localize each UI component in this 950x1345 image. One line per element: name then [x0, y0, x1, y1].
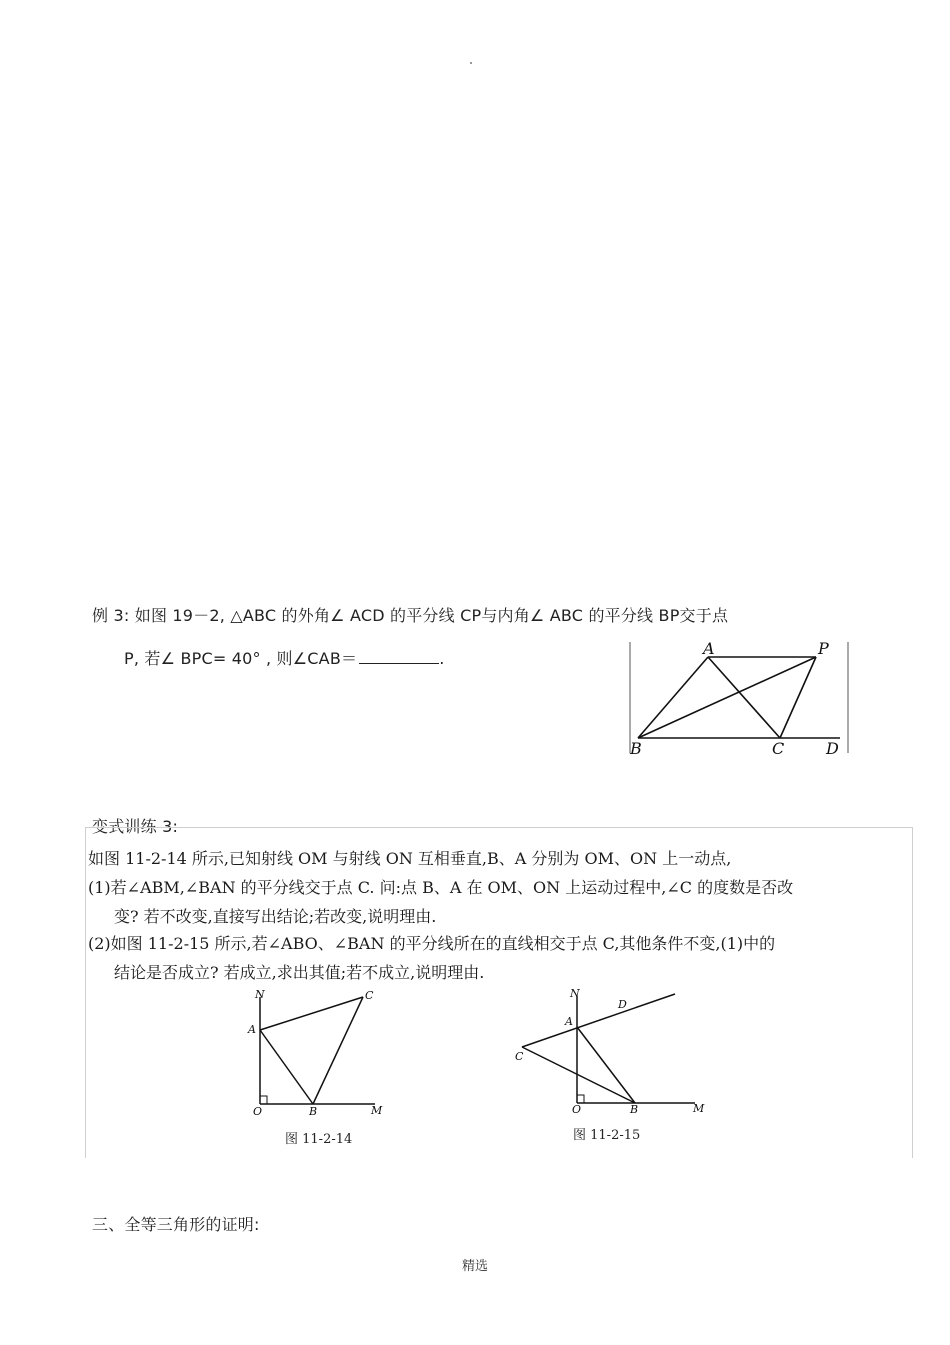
fig2-label-M: M [693, 1102, 705, 1114]
example3-line1: 例 3: 如图 19－2, △ABC 的外角∠ ACD 的平分线 CP与内角∠ ABC 的平分线 BP交于点 [92, 606, 729, 625]
fig1-label-N: N [255, 988, 265, 1001]
segment-AB [577, 1027, 635, 1103]
figure-11-2-15 [510, 982, 710, 1114]
segment-AC [260, 997, 363, 1030]
variant-heading: 变式训练 3: [92, 817, 179, 836]
segment-AC [708, 657, 780, 738]
segment-BP [638, 657, 816, 738]
section3-heading: 三、全等三角形的证明: [92, 1215, 260, 1234]
header-dot [470, 62, 472, 64]
right-angle-mark [577, 1095, 584, 1103]
label-P: P [818, 640, 829, 658]
fig1-label-A: A [248, 1023, 256, 1036]
fig2-label-D: D [618, 998, 627, 1011]
line-CD [522, 994, 675, 1047]
example3-figure [628, 640, 850, 760]
fig1-caption: 图 11-2-14 [285, 1132, 353, 1147]
fig1-label-O: O [253, 1105, 263, 1115]
example3-line2 [124, 646, 445, 669]
fig2-label-N: N [570, 987, 580, 1000]
label-A: A [703, 640, 715, 658]
fig2-caption: 图 11-2-15 [573, 1128, 641, 1143]
fig2-label-A: A [565, 1015, 573, 1028]
fig2-label-B: B [630, 1103, 639, 1114]
right-angle-mark [260, 1096, 267, 1104]
variant-intro: 如图 11-2-14 所示,已知射线 OM 与射线 ON 互相垂直,B、A 分别为 OM、ON 上一动点, [88, 849, 732, 868]
segment-BA [638, 657, 708, 738]
variant-q2-line2: 结论是否成立? 若成立,求出其值;若不成立,说明理由. [114, 963, 485, 982]
fig2-label-O: O [572, 1103, 582, 1114]
label-C: C [772, 739, 785, 758]
segment-AB [260, 1030, 313, 1104]
variant-q2-line1: (2)如图 11-2-15 所示,若∠ABO、∠BAN 的平分线所在的直线相交于点 C,其他条件不变,(1)中的 [88, 934, 776, 953]
answer-blank[interactable] [359, 649, 439, 664]
fig1-label-M: M [371, 1104, 383, 1115]
segment-BC [313, 997, 363, 1104]
figure-11-2-14 [245, 985, 395, 1115]
label-D: D [826, 739, 839, 758]
example3-question: P, 若∠ BPC= 40° , 则∠CAB＝ [124, 649, 358, 668]
variant-q1-line2: 变? 若不改变,直接写出结论;若改变,说明理由. [114, 907, 437, 926]
fig1-label-B: B [309, 1105, 318, 1115]
variant-q1-line1: (1)若∠ABM,∠BAN 的平分线交于点 C. 问:点 B、A 在 OM、ON 上运动过程中,∠C 的度数是否改 [88, 878, 794, 897]
segment-CP [780, 657, 816, 738]
label-B: B [630, 739, 642, 758]
footer-label: 精选 [461, 1259, 488, 1274]
example3-period: . [439, 649, 445, 668]
fig2-label-C: C [515, 1050, 524, 1063]
fig1-label-C: C [365, 989, 374, 1002]
